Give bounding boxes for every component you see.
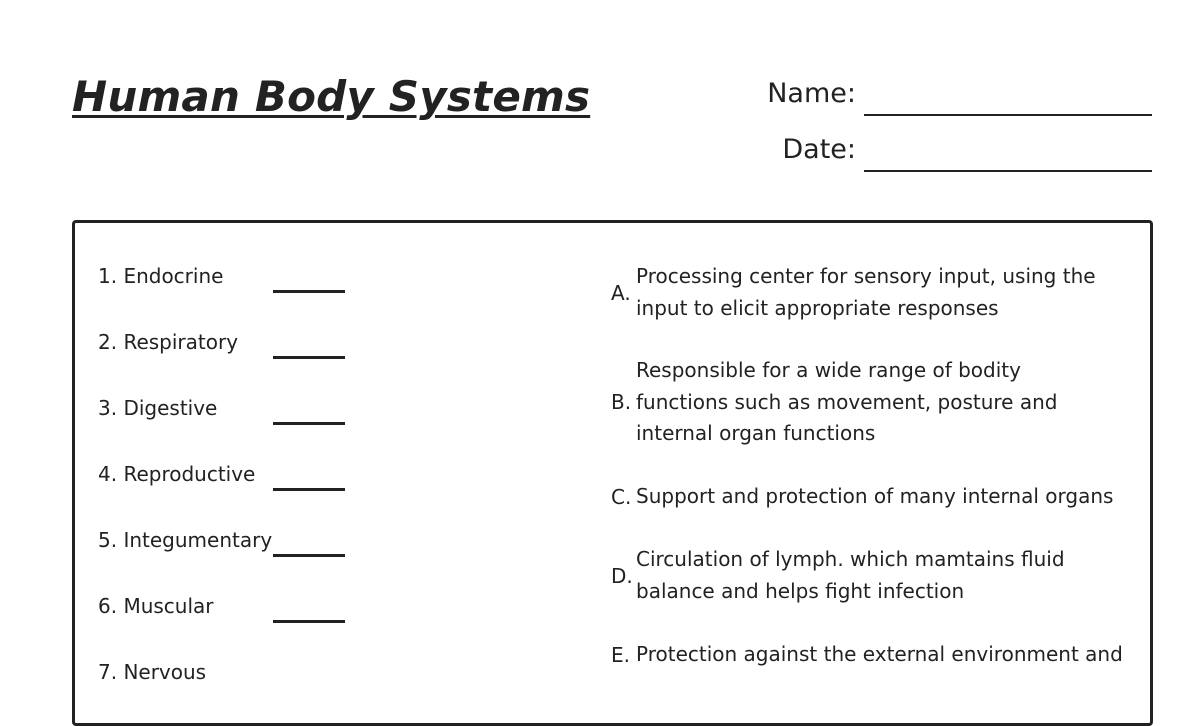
description-text: Processing center for sensory input, using the input to elicit appropriate responses — [636, 264, 1096, 320]
description-a — [611, 261, 1131, 324]
answer-blank-1[interactable] — [273, 290, 345, 293]
date-label: Date: — [782, 134, 856, 165]
description-text: Support and protection of many internal organs — [636, 484, 1114, 508]
description-text: Responsible for a wide range of bodity functions such as movement, posture and internal organ functions — [636, 358, 1058, 445]
answer-blank-2[interactable] — [273, 356, 345, 359]
answer-blank-6[interactable] — [273, 620, 345, 623]
system-item-reproductive: 4. Reproductive — [98, 462, 256, 486]
description-text: Circulation of lymph. which mamtains fluid balance and helps fight infection — [636, 547, 1065, 603]
system-item-muscular: 6. Muscular — [98, 594, 214, 618]
description-b — [611, 355, 1131, 450]
system-item-nervous: 7. Nervous — [98, 660, 207, 684]
worksheet-title: Human Body Systems — [72, 72, 591, 121]
description-letter: E. — [611, 642, 630, 667]
description-text: Protection against the external environment and — [636, 642, 1123, 666]
system-item-digestive: 3. Digestive — [98, 396, 218, 420]
description-letter: C. — [611, 484, 632, 509]
system-item-endocrine: 1. Endocrine — [98, 264, 224, 288]
date-answer-line[interactable] — [864, 170, 1152, 172]
name-label: Name: — [767, 78, 856, 109]
answer-blank-5[interactable] — [273, 554, 345, 557]
description-e — [611, 639, 1151, 671]
description-d — [611, 544, 1131, 607]
system-item-integumentary: 5. Integumentary — [98, 528, 273, 552]
description-letter: A. — [611, 280, 631, 305]
description-c — [611, 481, 1151, 513]
answer-blank-3[interactable] — [273, 422, 345, 425]
system-item-respiratory: 2. Respiratory — [98, 330, 239, 354]
name-answer-line[interactable] — [864, 114, 1152, 116]
description-letter: B. — [611, 390, 632, 415]
description-letter: D. — [611, 563, 633, 588]
answer-blank-4[interactable] — [273, 488, 345, 491]
